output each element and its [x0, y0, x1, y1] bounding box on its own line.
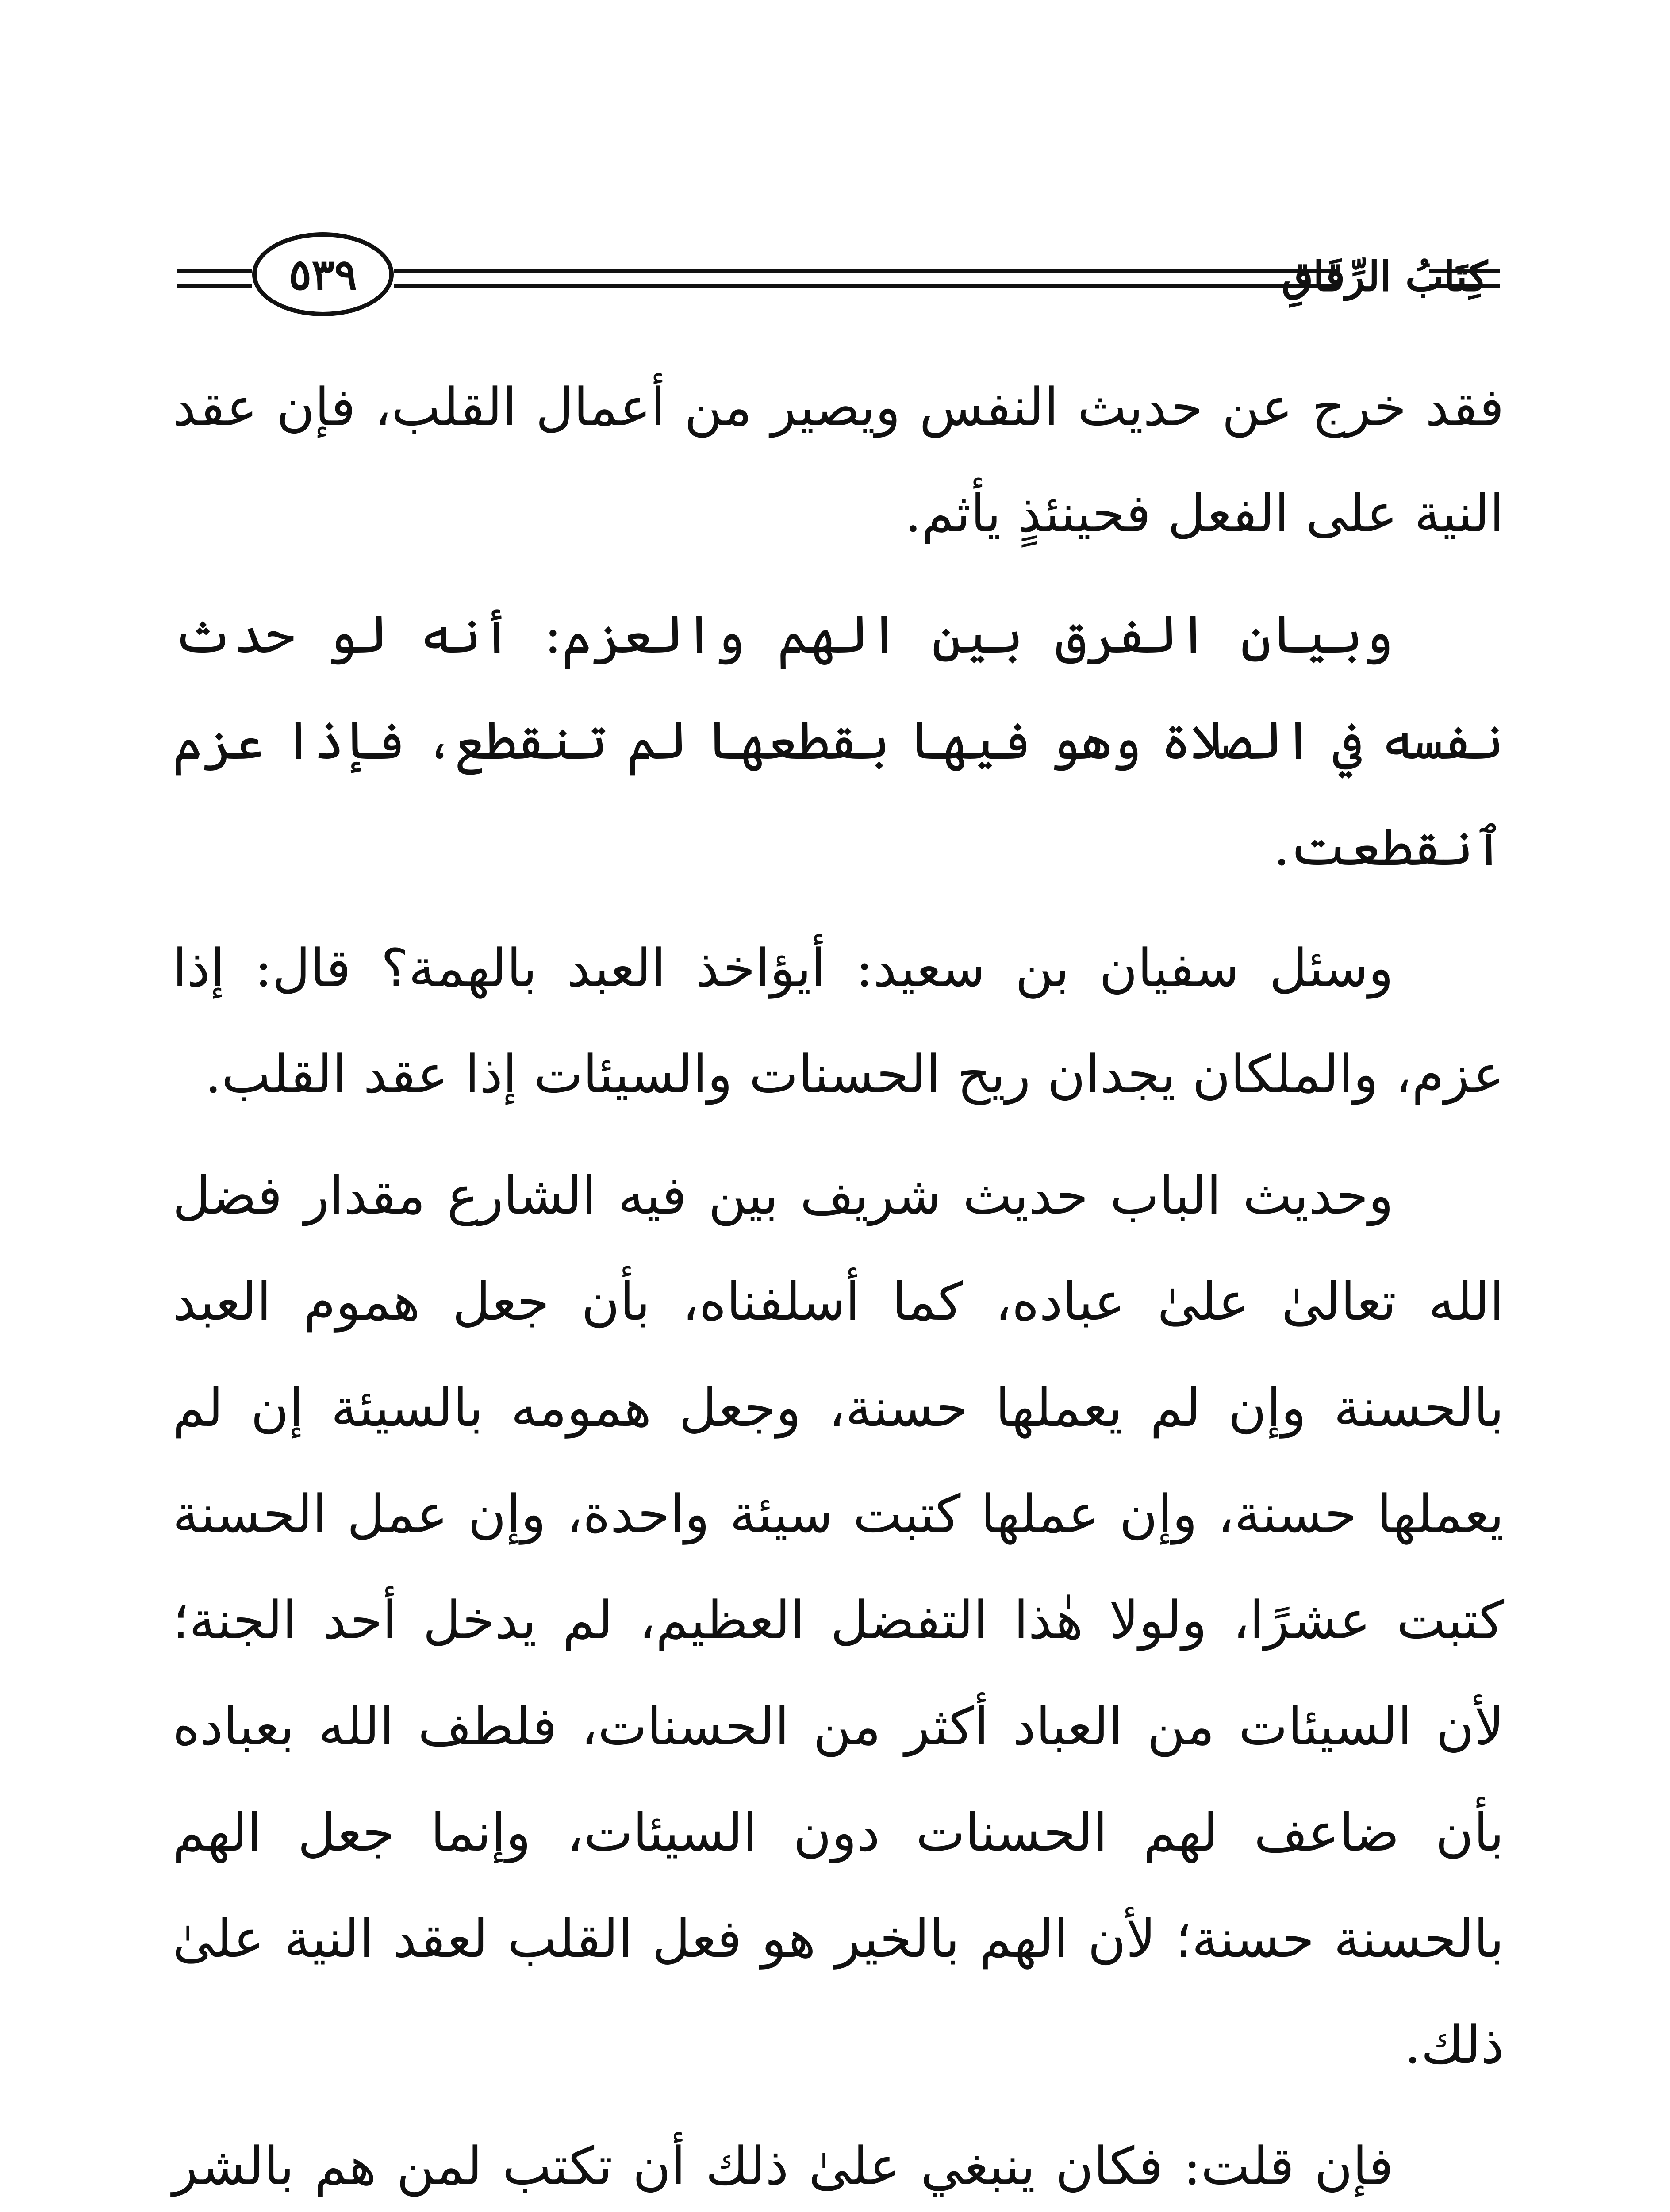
main-text	[173, 354, 1504, 2212]
page-header	[177, 221, 1500, 332]
paragraph-4: وحديث الباب حديث شريف بين فيه الشارع مقدار فضل الله تعالىٰ علىٰ عباده، كما أسلفناه، بأن جعل هموم العبد بالحسنة وإن لم يعملها حسنة، وجعل همومه بالسيئة إن لم يعملها حسنة، وإن عملها كتبت سيئة واحدة، وإن عمل الحسنة كتبت عشرًا، ولولا هٰذا التفضل العظيم، لم يدخل أحد الجنة؛ لأن السيئات من العباد أكثر من الحسنات، فلطف الله بعباده بأن ضاعف لهم الحسنات دون السيئات، وإنما جعل الهم بالحسنة حسنة؛ لأن الهم بالخير هو فعل القلب لعقد النية علىٰ ذلك.	[173, 1165, 1504, 2075]
header-rule-left	[177, 269, 252, 288]
paragraph-2: وبيان الفرق بين الهم والعزم: أنه لو حدث نفسه في الصلاة وهو فيها بقطعها لم تنقطع، فإذا عزم ٱنقطعت.	[173, 604, 1504, 877]
page-number: ٥٣٩	[252, 232, 394, 316]
paragraph-5: فإن قلت: فكان ينبغي علىٰ ذلك أن تكتب لمن هم بالشر	[173, 2135, 1394, 2197]
paragraph-3: وسئل سفيان بن سعيد: أيؤاخذ العبد بالهمة؟ قال: إذا عزم، والملكان يجدان ريح الحسنات والسيئات إذا عقد القلب.	[173, 937, 1504, 1105]
header-rule-right	[1429, 269, 1500, 288]
header-rule-middle	[394, 269, 1340, 288]
chapter-title: كِتَابُ الرِّقَاقِ	[1282, 253, 1488, 300]
paragraph-1: فقد خرج عن حديث النفس ويصير من أعمال القلب، فإن عقد النية على الفعل فحينئذٍ يأثم.	[173, 376, 1504, 544]
